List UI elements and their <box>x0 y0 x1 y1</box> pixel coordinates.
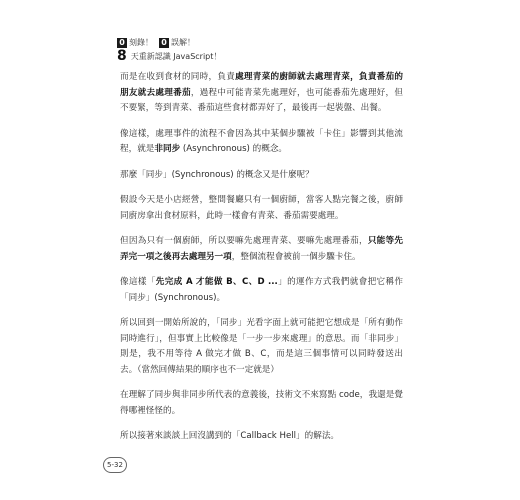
text-run: 在理解了同步與非同步所代表的意義後，技術文不來寫點 code，我還是覺得哪裡怪怪的。 <box>120 390 403 416</box>
emphasis-text: 先完成 A 才能做 B、C、D ... <box>155 277 278 287</box>
header-label: 刻錄！ <box>129 38 153 47</box>
header-label: 誤解！ <box>171 38 195 47</box>
paragraph <box>120 388 403 419</box>
paragraph <box>120 316 403 378</box>
text-run: 而是在收到食材的同時，負責 <box>120 72 236 82</box>
paragraph <box>120 70 403 117</box>
header-subtitle <box>117 49 221 63</box>
text-run: 所以回到一開始所說的，「同步」光看字面上就可能把它想成是「所有動作同時進行」，但事實上比較像是「一步一步來處理」的意思。而「非同步」則是，我不用等待 A 做完才做 B、C，而是這三個事情可以同時發送出去。（當然回傳結果的順序也不一定就是） <box>120 318 403 375</box>
text-run: 所以接著來談談上回沒講到的「Callback Hell」的解法。 <box>120 431 340 441</box>
text-run: 像這樣「 <box>120 277 156 287</box>
text-run: 像這樣，處理事件的流程不會因為其中某個步驟被「卡住」影響到其他流程，就是 <box>120 128 403 154</box>
chapter-header <box>117 37 221 63</box>
text-run: (Asynchronous) 的概念。 <box>180 144 288 154</box>
paragraph <box>120 429 403 445</box>
chapter-number: 8 <box>117 48 127 64</box>
paragraph <box>120 168 403 184</box>
text-run: ，過程中可能青菜先處理好，也可能番茄先處理好，但不要緊，等到青菜、番茄這些食材都弄好了，最後再一起裝盤、出餐。 <box>120 87 403 113</box>
text-run: ，整個流程會被前一個步驟卡住。 <box>231 251 361 262</box>
emphasis-text: 只能等先弄完一項之後再去處理另一項 <box>120 236 403 262</box>
paragraph <box>120 193 403 224</box>
paragraph <box>120 127 403 158</box>
page-number: 5-32 <box>103 457 127 473</box>
count-box: 0 <box>117 38 127 48</box>
emphasis-text: 處理青菜的廚師就去處理青菜，負責番茄的朋友就去處理番茄 <box>120 72 403 98</box>
chapter-title: 天重新認識 JavaScript！ <box>130 51 222 61</box>
paragraph <box>120 275 403 306</box>
text-run: 那麼「同步」(Synchronous) 的概念又是什麼呢？ <box>120 169 314 180</box>
emphasis-text: 非同步 <box>154 144 181 154</box>
text-run: 」的運作方式我們就會把它稱作「同步」(Synchronous)。 <box>120 277 403 303</box>
text-run: 但因為只有一個廚師，所以要嘛先處理青菜、要嘛先處理番茄， <box>120 236 368 246</box>
paragraph <box>120 234 403 265</box>
count-box: 0 <box>159 38 169 48</box>
text-run: 假設今天是小店經營，整間餐廳只有一個廚師，當客人點完餐之後，廚師同廚房拿出食材原料，此時一樣會有青菜、番茄需要處理。 <box>120 195 403 221</box>
header-tagline <box>117 37 221 48</box>
body-text <box>120 70 403 455</box>
